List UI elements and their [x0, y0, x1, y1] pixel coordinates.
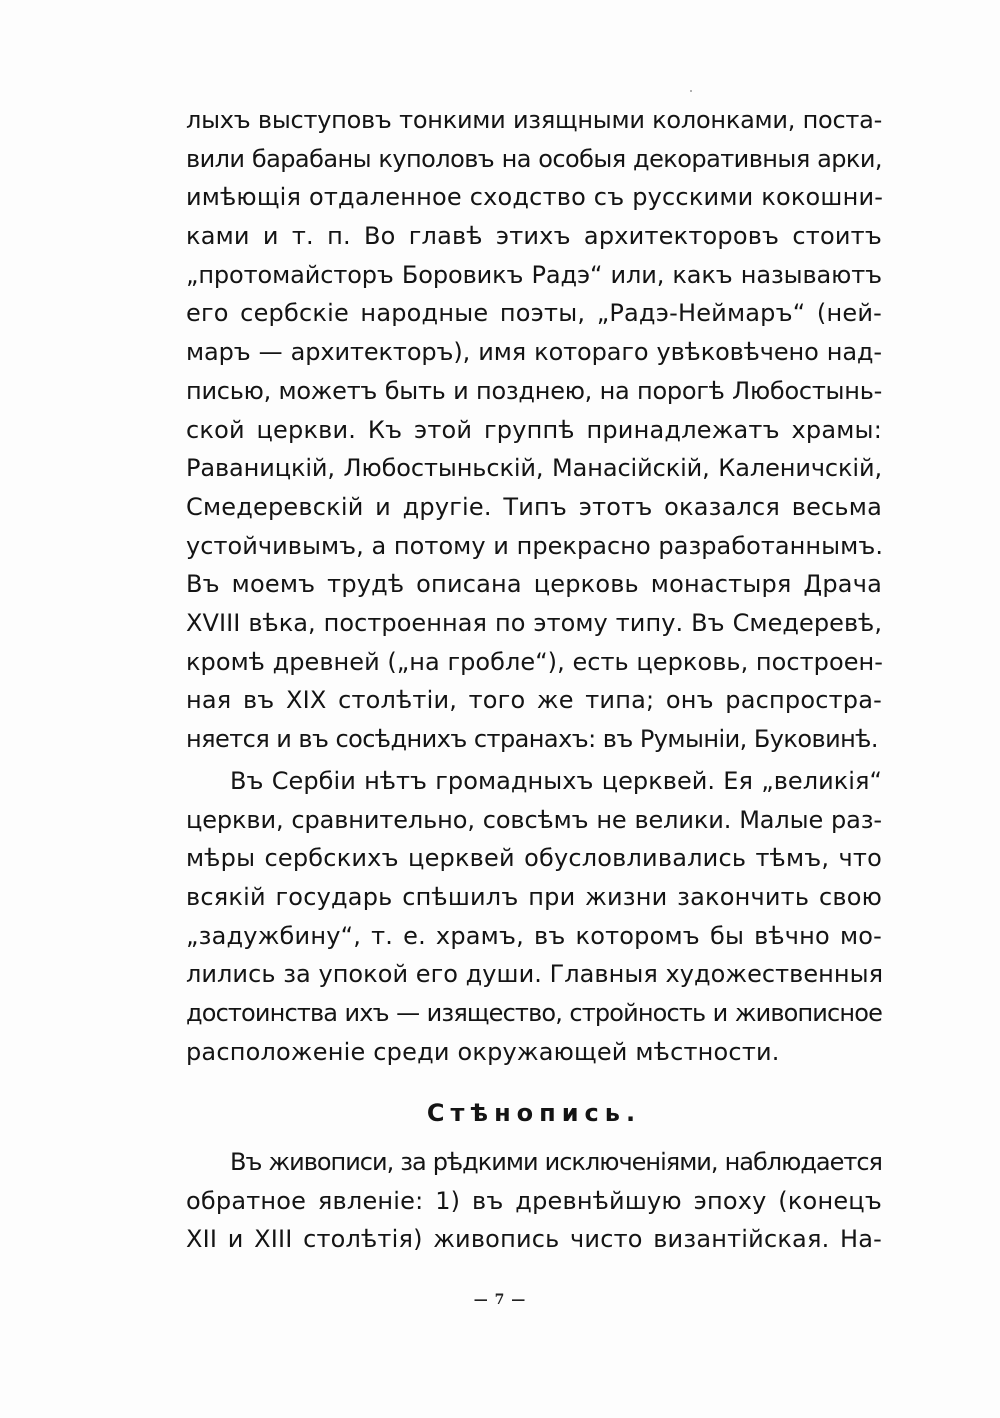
- text-line: Въ моемъ трудѣ описана церковь монастыря Драча: [186, 570, 882, 599]
- text-line: достоинства ихъ — изящество, стройность и живописное: [186, 999, 882, 1028]
- paragraph-painting: [186, 1143, 882, 1259]
- text-line: кромѣ древней („на гробле“), есть церковь, построен-: [186, 647, 883, 676]
- text-line: XII и XIII столѣтія) живопись чисто византійская. На-: [186, 1225, 882, 1254]
- text-line: маръ — архитекторъ), имя котораго увѣковѣчено над-: [186, 338, 882, 367]
- text-line: Въ Сербіи нѣтъ громадныхъ церквей. Ея „великія“: [230, 767, 882, 795]
- text-line: ской церкви. Къ этой группѣ принадлежатъ храмы:: [186, 415, 882, 444]
- text-line: „задужбину“, т. е. храмъ, въ которомъ бы вѣчно мо-: [186, 921, 882, 950]
- text-line: лыхъ выступовъ тонкими изящными колонками, поста-: [186, 106, 882, 134]
- scan-speck: [690, 90, 692, 92]
- text-line: Въ живописи, за рѣдкими исключеніями, наблюдается: [230, 1148, 882, 1176]
- text-line: „протомайсторъ Боровикъ Радэ“ или, какъ называютъ: [186, 260, 882, 289]
- text-line: Смедеревскій и другіе. Типъ этотъ оказался весьма: [186, 492, 882, 521]
- text-line: вили барабаны куполовъ на особыя декоративныя арки,: [186, 144, 882, 173]
- section-heading: Стѣнопись.: [426, 1099, 642, 1127]
- text-line: церкви, сравнительно, совсѣмъ не велики. Малые раз-: [186, 805, 882, 834]
- text-line: XVIII вѣка, построенная по этому типу. Въ Смедеревѣ,: [186, 608, 882, 637]
- text-line: ная въ XIX столѣтіи, того же типа; онъ распростра-: [186, 686, 882, 715]
- text-line: расположеніе среди окружающей мѣстности.: [186, 1037, 780, 1066]
- text-line: Раваницкій, Любостыньскій, Манасійскій, Каленичскій,: [186, 454, 882, 483]
- text-line: имѣющія отдаленное сходство съ русскими кокошни-: [186, 183, 884, 212]
- text-line: няется и въ сосѣднихъ странахъ: въ Румыніи, Буковинѣ.: [186, 725, 878, 753]
- page-number: — 7 —: [473, 1292, 527, 1308]
- text-line: лились за упокой его души. Главныя художественныя: [186, 960, 884, 989]
- paragraph-architecture: [186, 101, 882, 759]
- text-line: устойчивымъ, а потому и прекрасно разработаннымъ.: [186, 531, 884, 560]
- text-line: писью, можетъ быть и позднею, на порогѣ Любостынь-: [186, 376, 882, 405]
- text-line: обратное явленіе: 1) въ древнѣйшую эпоху (конецъ: [186, 1186, 882, 1215]
- paragraph-church-size: [186, 762, 882, 1072]
- text-line: его сербскіе народные поэты, „Радэ-Неймаръ“ (ней-: [186, 299, 882, 328]
- text-line: ками и т. п. Во главѣ этихъ архитекторовъ стоитъ: [186, 222, 882, 251]
- text-line: мѣры сербскихъ церквей обусловливались тѣмъ, что: [186, 844, 882, 873]
- text-line: всякій государь спѣшилъ при жизни закончить свою: [186, 883, 882, 912]
